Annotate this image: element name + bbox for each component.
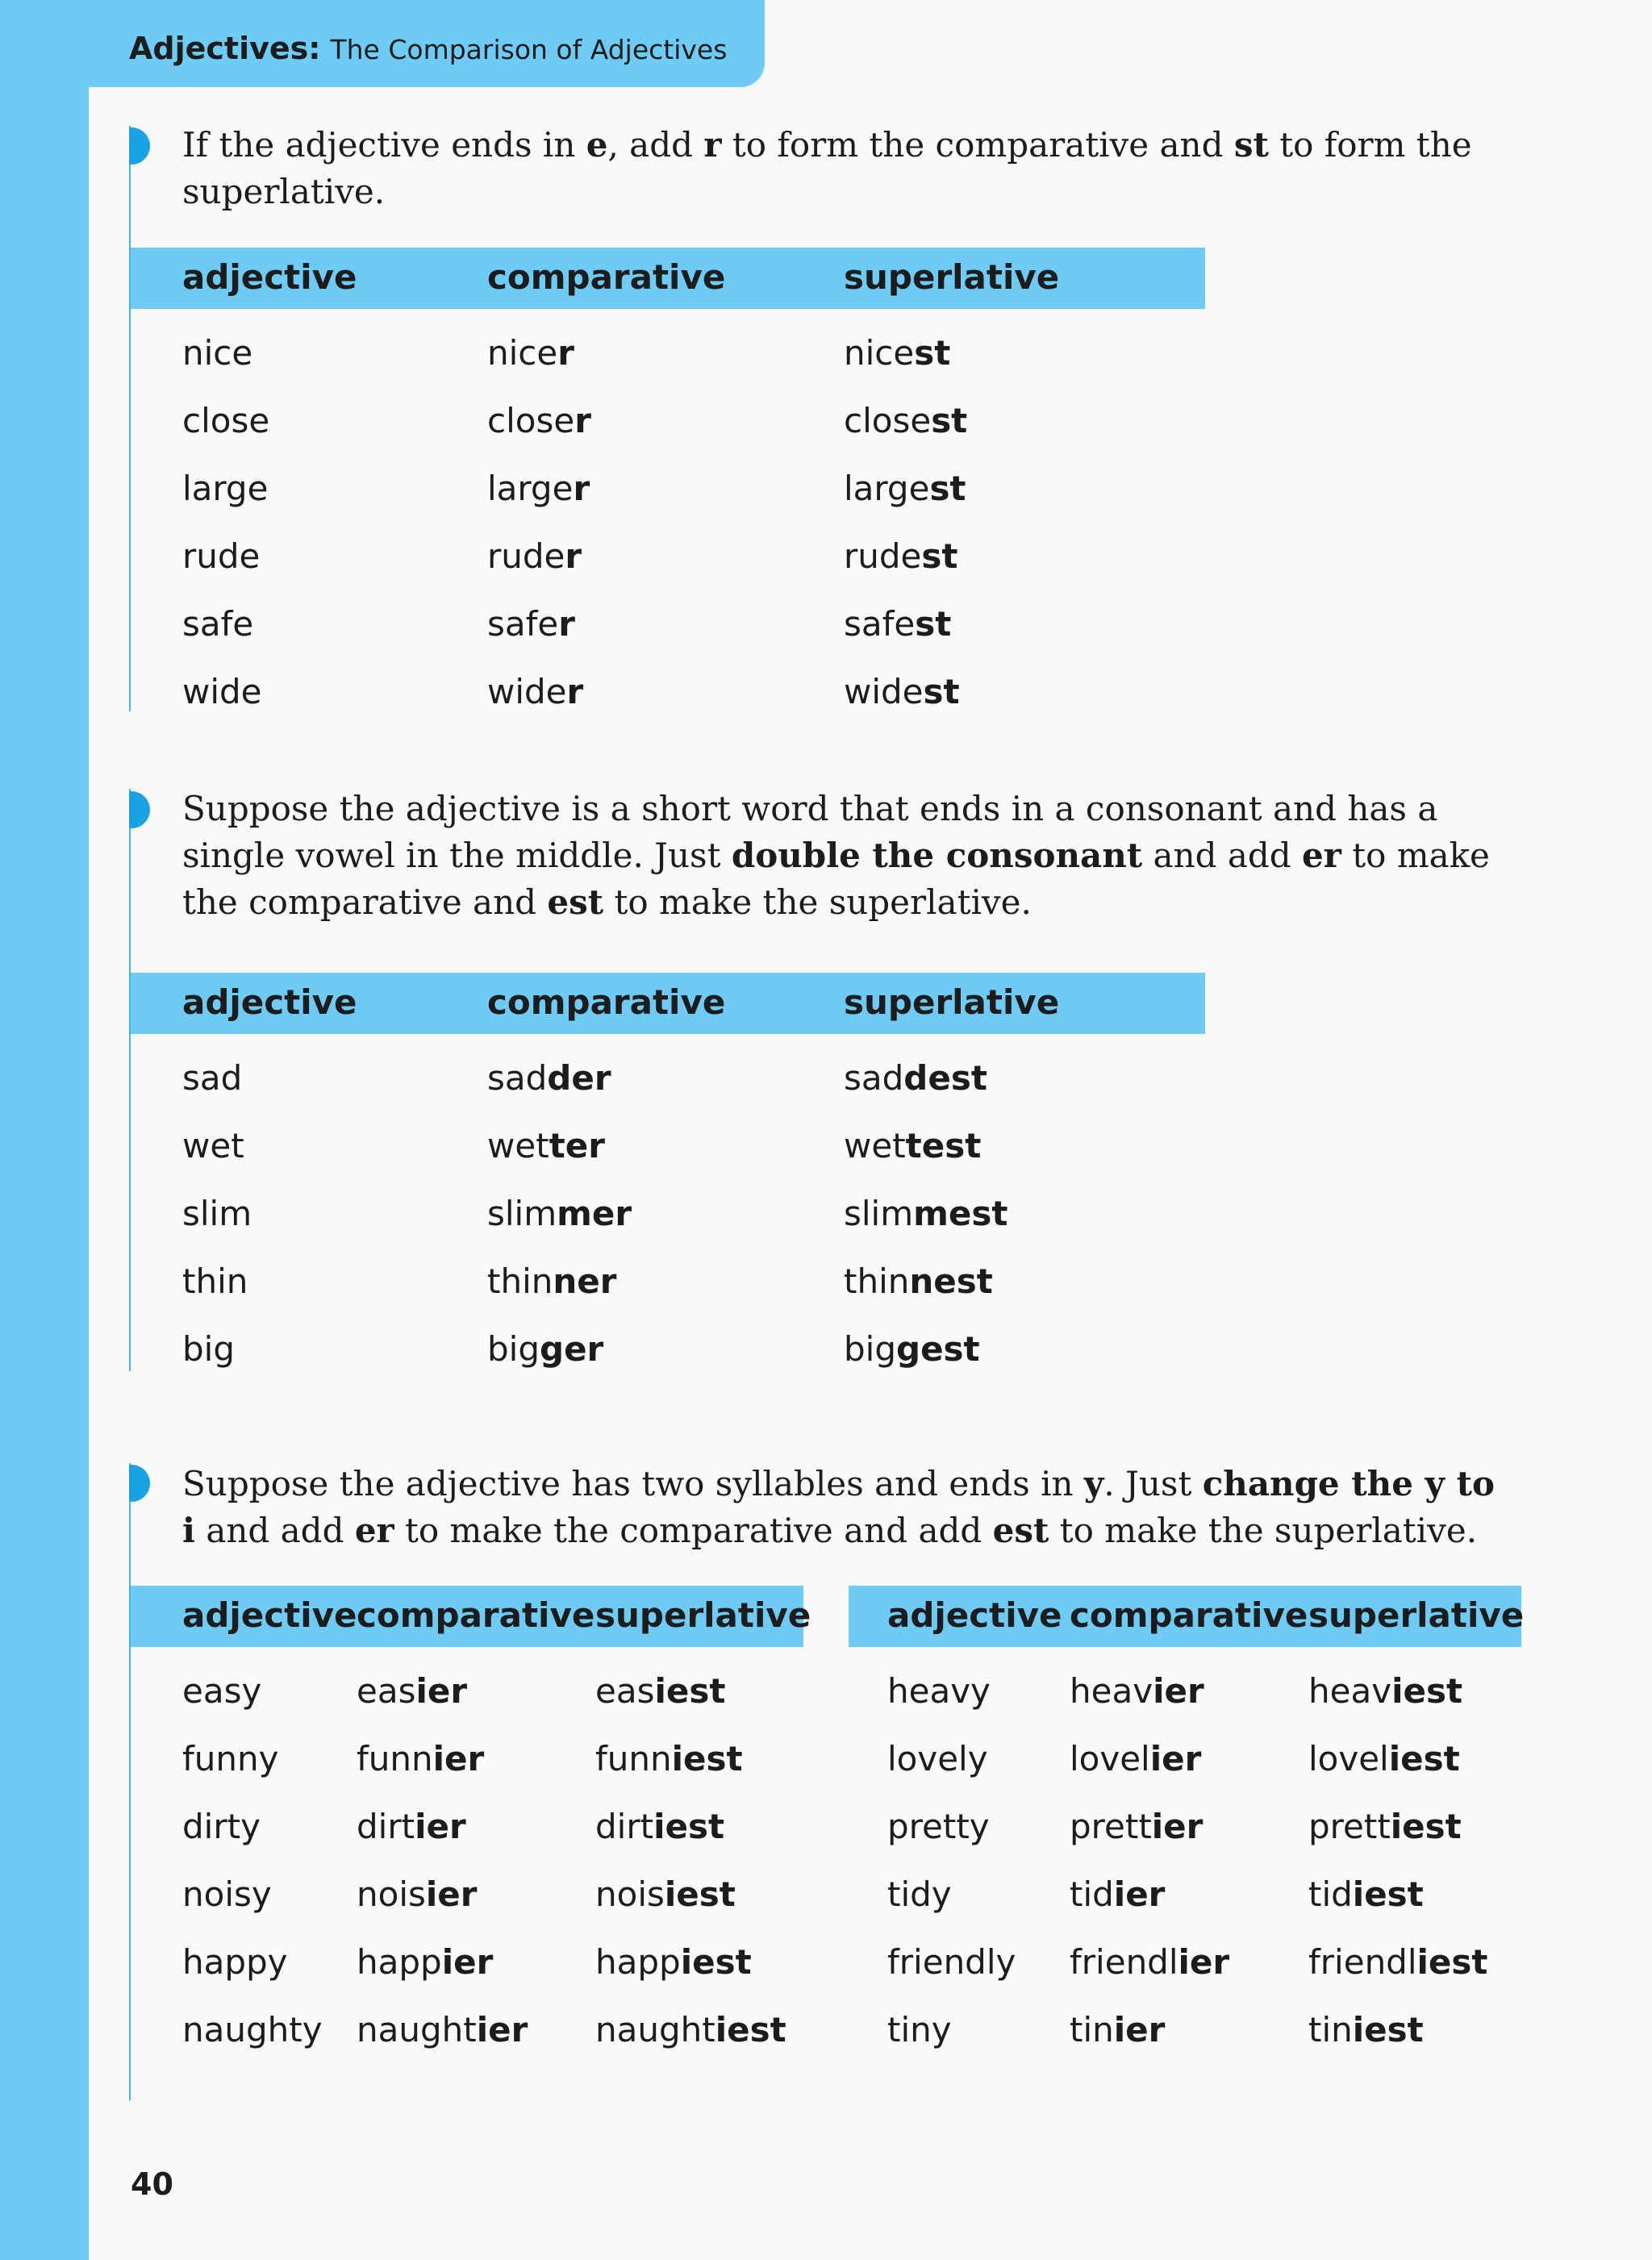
table-2-header: [131, 973, 1205, 1034]
word-suffix: ier: [432, 1739, 485, 1778]
word-suffix: r: [565, 536, 582, 576]
word-stem: tid: [1070, 1874, 1114, 1914]
comparative-cell: [487, 1194, 632, 1233]
word-suffix: iest: [1352, 2010, 1424, 2049]
adjective-cell: [182, 1261, 248, 1301]
word-stem: safe: [844, 604, 916, 644]
word-stem: lovely: [887, 1739, 988, 1778]
adjective-cell: [182, 536, 260, 576]
word-stem: happ: [357, 1942, 442, 1982]
word-suffix: ier: [1113, 2010, 1166, 2049]
word-stem: big: [487, 1329, 540, 1369]
comparative-cell: [487, 401, 591, 440]
word-suffix: ier: [441, 1942, 494, 1982]
word-suffix: ier: [415, 1807, 466, 1846]
word-suffix: iest: [1390, 1807, 1462, 1846]
word-stem: wide: [844, 672, 924, 711]
superlative-cell: [595, 1671, 725, 1711]
superlative-cell: [844, 1329, 980, 1369]
superlative-cell: [1308, 1807, 1462, 1846]
word-stem: close: [487, 401, 575, 440]
word-stem: prett: [1070, 1807, 1152, 1846]
adjective-cell: [182, 672, 262, 711]
word-stem: heav: [1070, 1671, 1153, 1711]
adjective-cell: [182, 1671, 261, 1711]
word-stem: slim: [487, 1194, 557, 1233]
page-number: 40: [131, 2166, 173, 2202]
word-stem: pretty: [887, 1807, 990, 1846]
word-suffix: iest: [653, 1807, 725, 1846]
adjective-cell: [182, 401, 269, 440]
comparative-cell: [487, 469, 590, 508]
adjective-cell: [182, 1739, 279, 1778]
word-stem: wide: [487, 672, 567, 711]
comparative-cell: [357, 2010, 528, 2049]
left-margin-strip: [0, 0, 89, 2260]
comparative-cell: [487, 333, 574, 373]
superlative-cell: [844, 469, 966, 508]
adjective-cell: [182, 604, 253, 644]
word-suffix: dest: [903, 1058, 987, 1098]
superlative-cell: [1308, 2010, 1424, 2049]
section-1-rule-line: [129, 126, 131, 711]
comparative-cell: [357, 1942, 493, 1982]
word-stem: large: [487, 469, 574, 508]
word-stem: friendl: [1070, 1942, 1179, 1982]
word-stem: thin: [182, 1261, 248, 1301]
word-suffix: st: [914, 333, 951, 373]
word-stem: nois: [595, 1874, 665, 1914]
word-stem: sad: [487, 1058, 548, 1098]
word-stem: rude: [182, 536, 261, 576]
comparative-cell: [487, 1058, 611, 1098]
superlative-cell: [595, 1874, 736, 1914]
superlative-cell: [844, 1058, 987, 1098]
word-stem: wide: [182, 672, 262, 711]
word-suffix: ier: [476, 2010, 528, 2049]
word-stem: tidy: [887, 1874, 952, 1914]
word-stem: naught: [595, 2010, 715, 2049]
superlative-cell: [844, 1194, 1007, 1233]
adjective-cell: [887, 1942, 1016, 1982]
word-suffix: ier: [1151, 1807, 1204, 1846]
adjective-cell: [887, 1807, 990, 1846]
word-suffix: gest: [896, 1329, 980, 1369]
rule-3-text: Suppose the adjective has two syllables and ends in y. Just change the y to i and add er to make the comparative and add est to make the superlative.: [182, 1464, 1495, 1550]
comparative-cell: [487, 1126, 605, 1165]
column-header-superlative: superlative: [595, 1595, 811, 1635]
table-1-header: [131, 248, 1205, 309]
word-stem: thin: [487, 1261, 553, 1301]
word-stem: rude: [487, 536, 565, 576]
word-suffix: iest: [1352, 1874, 1424, 1914]
column-header-adjective: adjective: [182, 1595, 357, 1635]
adjective-cell: [182, 2010, 323, 2049]
bullet-marker-icon: [129, 1465, 150, 1502]
word-stem: safe: [182, 604, 254, 644]
word-stem: heav: [1308, 1671, 1392, 1711]
bullet-marker-icon: [129, 791, 150, 828]
comparative-cell: [487, 1329, 603, 1369]
column-header-comparative: comparative: [487, 982, 726, 1022]
superlative-cell: [595, 2010, 786, 2049]
word-suffix: ier: [1153, 1671, 1204, 1711]
word-stem: sad: [844, 1058, 904, 1098]
superlative-cell: [844, 401, 967, 440]
section-2-rule-line: [129, 789, 131, 1371]
word-suffix: mest: [913, 1194, 1008, 1233]
comparative-cell: [1070, 1874, 1165, 1914]
superlative-cell: [595, 1942, 752, 1982]
column-header-comparative: comparative: [357, 1595, 595, 1635]
superlative-cell: [844, 1126, 981, 1165]
comparative-cell: [357, 1807, 466, 1846]
superlative-cell: [1308, 1671, 1462, 1711]
word-stem: naught: [357, 2010, 477, 2049]
word-suffix: r: [573, 469, 590, 508]
word-stem: wet: [844, 1126, 906, 1165]
word-stem: eas: [357, 1671, 416, 1711]
comparative-cell: [357, 1671, 467, 1711]
word-stem: easy: [182, 1671, 262, 1711]
word-stem: wet: [487, 1126, 549, 1165]
adjective-cell: [182, 1807, 261, 1846]
adjective-cell: [182, 1194, 252, 1233]
word-suffix: ner: [553, 1261, 617, 1301]
comparative-cell: [487, 1261, 616, 1301]
word-suffix: ier: [415, 1671, 468, 1711]
section-title: Adjectives:: [129, 31, 321, 66]
word-suffix: iest: [654, 1671, 726, 1711]
adjective-cell: [887, 1874, 952, 1914]
section-3-rule-line: [129, 1463, 131, 2100]
comparative-cell: [487, 672, 583, 711]
word-stem: nice: [182, 333, 253, 373]
column-header-superlative: superlative: [1308, 1595, 1525, 1635]
superlative-cell: [595, 1739, 743, 1778]
word-suffix: ier: [1113, 1874, 1166, 1914]
table-3a-header: [131, 1586, 811, 1647]
superlative-cell: [844, 672, 960, 711]
word-stem: large: [182, 469, 269, 508]
section-subtitle: The Comparison of Adjectives: [330, 34, 728, 65]
column-header-adjective: adjective: [182, 257, 357, 297]
comparative-cell: [1070, 1807, 1203, 1846]
word-suffix: iest: [664, 1874, 736, 1914]
comparative-cell: [1070, 1671, 1204, 1711]
column-header-comparative: comparative: [487, 257, 726, 297]
word-suffix: r: [574, 401, 591, 440]
word-suffix: ter: [549, 1126, 605, 1165]
word-suffix: st: [931, 401, 968, 440]
word-suffix: st: [921, 536, 958, 576]
word-suffix: iest: [671, 1739, 743, 1778]
table-3b-header: [849, 1586, 1525, 1647]
comparative-cell: [1070, 1942, 1229, 1982]
comparative-cell: [487, 536, 582, 576]
word-stem: funn: [357, 1739, 433, 1778]
comparative-cell: [1070, 1739, 1201, 1778]
word-stem: funn: [595, 1739, 672, 1778]
word-suffix: ier: [1149, 1739, 1202, 1778]
comparative-cell: [1070, 2010, 1165, 2049]
word-stem: close: [844, 401, 932, 440]
word-suffix: r: [566, 672, 584, 711]
section-header: [129, 31, 727, 66]
word-suffix: st: [929, 469, 966, 508]
comparative-cell: [487, 604, 575, 644]
column-header-superlative: superlative: [844, 982, 1060, 1022]
word-stem: nice: [844, 333, 915, 373]
superlative-cell: [844, 1261, 993, 1301]
word-stem: dirty: [182, 1807, 261, 1846]
word-stem: dirt: [357, 1807, 415, 1846]
word-suffix: r: [558, 604, 575, 644]
word-suffix: ier: [1178, 1942, 1230, 1982]
adjective-cell: [182, 1874, 272, 1914]
word-stem: lovel: [1070, 1739, 1150, 1778]
word-stem: rude: [844, 536, 922, 576]
column-header-adjective: adjective: [887, 1595, 1062, 1635]
superlative-cell: [1308, 1739, 1460, 1778]
word-stem: tin: [1070, 2010, 1114, 2049]
word-stem: sad: [182, 1058, 243, 1098]
comparative-cell: [357, 1739, 484, 1778]
word-suffix: der: [547, 1058, 611, 1098]
word-suffix: iest: [715, 2010, 786, 2049]
word-suffix: iest: [680, 1942, 752, 1982]
word-stem: large: [844, 469, 930, 508]
rule-2-text: Suppose the adjective is a short word that ends in a consonant and has a single vowel in the middle. Just double the consonant and add er to make the comparative and est to make the superlative.: [182, 789, 1490, 922]
word-stem: wet: [182, 1126, 244, 1165]
adjective-cell: [182, 1058, 242, 1098]
word-stem: thin: [844, 1261, 910, 1301]
word-stem: heavy: [887, 1671, 991, 1711]
adjective-cell: [887, 1739, 988, 1778]
word-stem: happy: [182, 1942, 288, 1982]
bullet-marker-icon: [129, 127, 150, 165]
word-stem: tid: [1308, 1874, 1353, 1914]
superlative-cell: [595, 1807, 724, 1846]
word-stem: funny: [182, 1739, 279, 1778]
word-stem: tin: [1308, 2010, 1353, 2049]
word-stem: slim: [844, 1194, 914, 1233]
adjective-cell: [182, 333, 252, 373]
adjective-cell: [887, 1671, 991, 1711]
word-stem: big: [182, 1329, 235, 1369]
superlative-cell: [1308, 1942, 1487, 1982]
word-suffix: nest: [909, 1261, 993, 1301]
word-stem: close: [182, 401, 270, 440]
word-suffix: iest: [1416, 1942, 1488, 1982]
adjective-cell: [182, 469, 268, 508]
adjective-cell: [182, 1126, 244, 1165]
word-stem: naughty: [182, 2010, 323, 2049]
adjective-cell: [182, 1942, 288, 1982]
word-stem: nice: [487, 333, 558, 373]
word-stem: happ: [595, 1942, 681, 1982]
word-suffix: st: [915, 604, 952, 644]
column-header-comparative: comparative: [1070, 1595, 1308, 1635]
adjective-cell: [887, 2010, 952, 2049]
word-stem: slim: [182, 1194, 252, 1233]
superlative-cell: [844, 333, 950, 373]
word-stem: big: [844, 1329, 896, 1369]
word-stem: safe: [487, 604, 559, 644]
column-header-adjective: adjective: [182, 982, 357, 1022]
word-suffix: test: [905, 1126, 982, 1165]
word-suffix: ger: [540, 1329, 604, 1369]
word-stem: friendly: [887, 1942, 1016, 1982]
column-header-superlative: superlative: [844, 257, 1060, 297]
word-suffix: iest: [1388, 1739, 1460, 1778]
word-stem: dirt: [595, 1807, 654, 1846]
word-suffix: st: [923, 672, 960, 711]
adjective-cell: [182, 1329, 235, 1369]
rule-1-text: If the adjective ends in e, add r to form the comparative and st to form the superlative.: [182, 125, 1472, 211]
word-stem: friendl: [1308, 1942, 1417, 1982]
word-suffix: ier: [425, 1874, 478, 1914]
word-suffix: r: [557, 333, 574, 373]
word-suffix: mer: [557, 1194, 632, 1233]
word-stem: prett: [1308, 1807, 1391, 1846]
word-stem: tiny: [887, 2010, 952, 2049]
word-stem: lovel: [1308, 1739, 1389, 1778]
word-stem: eas: [595, 1671, 655, 1711]
word-suffix: iest: [1391, 1671, 1463, 1711]
superlative-cell: [1308, 1874, 1424, 1914]
word-stem: noisy: [182, 1874, 272, 1914]
superlative-cell: [844, 536, 957, 576]
superlative-cell: [844, 604, 951, 644]
word-stem: nois: [357, 1874, 426, 1914]
comparative-cell: [357, 1874, 477, 1914]
